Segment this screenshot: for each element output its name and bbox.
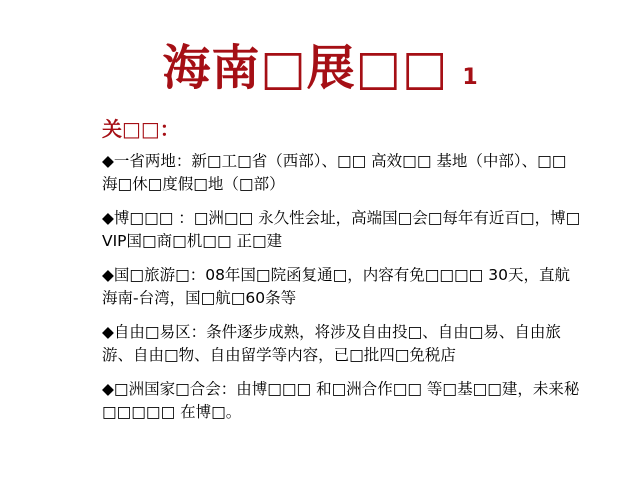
bullet-text: 一省两地：新□工□省（西部）、□□ 高效□□ 基地（中部）、□□ 海□休□度假□地（□部） xyxy=(102,152,567,193)
bullet-item xyxy=(102,378,584,424)
bullet-list xyxy=(102,150,584,435)
slide-title: 海南□展□□ xyxy=(162,40,449,96)
title-row xyxy=(0,38,640,98)
bullet-text: 自由□易区：条件逐步成熟，将涉及自由投□、自由□易、自由旅游、自由□物、自由留学等内容，已□批四□免税店 xyxy=(102,323,561,364)
bullet-item xyxy=(102,321,584,367)
bullet-item xyxy=(102,264,584,310)
bullet-text: 博□□□ ：□洲□□ 永久性会址，高端国□会□每年有近百□，博□VIP国□商□机□□ 正□建 xyxy=(102,209,581,250)
section-heading: 关□□： xyxy=(102,117,180,141)
diamond-bullet-icon: ◆ xyxy=(102,152,114,170)
slide-title-number: 1 xyxy=(462,65,478,90)
bullet-item xyxy=(102,150,584,196)
bullet-item xyxy=(102,207,584,253)
bullet-text: 国□旅游□：08年国□院函复通□，内容有免□□□□ 30天，直航海南-台湾，国□航□60条等 xyxy=(102,266,570,307)
diamond-bullet-icon: ◆ xyxy=(102,323,114,341)
diamond-bullet-icon: ◆ xyxy=(102,266,114,284)
diamond-bullet-icon: ◆ xyxy=(102,209,114,227)
bullet-text: □洲国家□合会：由博□□□ 和□洲合作□□ 等□基□□建，未来秘□□□□□ 在博□。 xyxy=(102,380,580,421)
diamond-bullet-icon: ◆ xyxy=(102,380,114,398)
